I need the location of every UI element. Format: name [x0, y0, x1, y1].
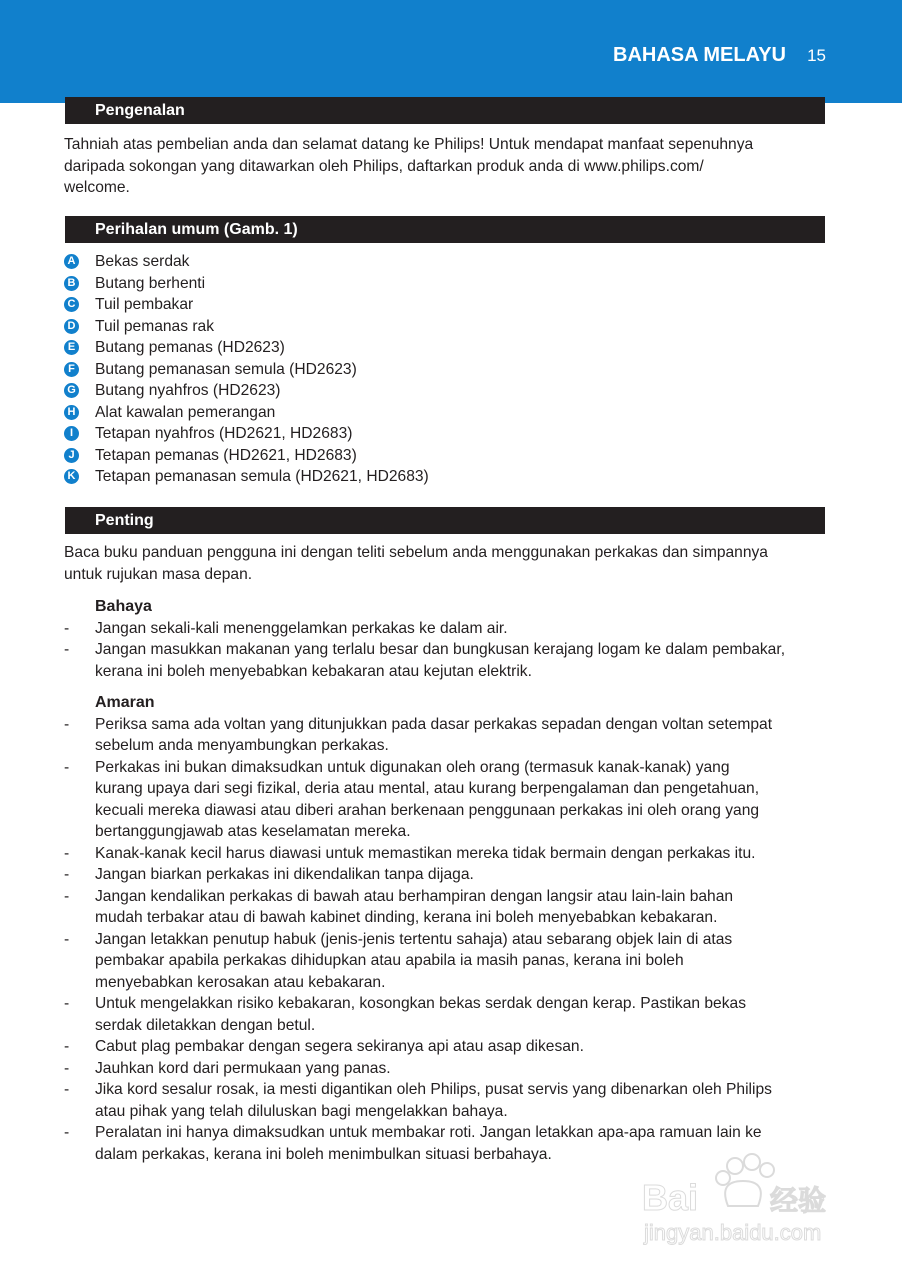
letter-badge-icon: E [64, 340, 79, 355]
bullet-item [64, 757, 834, 843]
bullet-line: Jangan letakkan penutup habuk (jenis-jenis tertentu sahaja) atau sebarang objek lain di atas [95, 930, 733, 948]
list-item [64, 251, 834, 273]
bullet-dash: - [64, 1059, 70, 1077]
svg-text:jingyan.baidu.com: jingyan.baidu.com [644, 1220, 822, 1245]
list-item-label: Butang pemanasan semula (HD2623) [95, 360, 357, 378]
bullet-line: kerana ini boleh menyebabkan kebakaran atau kejutan elektrik. [95, 662, 532, 680]
bullet-item [64, 843, 834, 865]
page-header [0, 0, 902, 103]
paragraph-line: Tahniah atas pembelian anda dan selamat datang ke Philips! Untuk mendapat manfaat sepenuhnya [64, 136, 754, 153]
bullet-text [95, 714, 772, 757]
important-content [64, 542, 834, 1165]
bullet-text [95, 886, 733, 929]
bullet-dash: - [64, 1124, 70, 1141]
bullet-line: kurang upaya dari segi fizikal, deria atau mental, atau kurang berpengalaman dan pengetahuan, [95, 780, 760, 797]
bullet-dash: - [64, 930, 70, 948]
section-heading-important: Penting [65, 507, 825, 534]
list-item [64, 402, 834, 424]
list-item-label: Tetapan nyahfros (HD2621, HD2683) [95, 425, 353, 442]
bullet-text [95, 757, 759, 843]
letter-badge-icon: B [64, 276, 79, 291]
bullet-line: Jika kord sesalur rosak, ia mesti digantikan oleh Philips, pusat servis yang dibenarkan oleh Philips [95, 1081, 772, 1098]
letter-badge-icon: K [64, 469, 79, 484]
list-item-label: Tetapan pemanas (HD2621, HD2683) [95, 446, 357, 464]
list-item [64, 359, 834, 381]
bullet-dash: - [64, 1038, 70, 1055]
letter-badge-icon: H [64, 405, 79, 420]
baidu-watermark-logo [640, 1148, 850, 1248]
bullet-text [95, 639, 785, 682]
bullet-line: mudah terbakar atau di bawah kabinet dinding, kerana ini boleh menyebabkan kebakaran. [95, 909, 718, 926]
paragraph-line: daripada sokongan yang ditawarkan oleh Philips, daftarkan produk anda di www.philips.com/ [64, 157, 704, 175]
list-item-label: Tuil pembakar [95, 296, 194, 313]
page-number: 15 [807, 46, 826, 65]
list-item [64, 423, 834, 445]
bullet-line: Kanak-kanak kecil harus diawasi untuk memastikan mereka tidak bermain dengan perkakas itu. [95, 844, 756, 862]
list-item-label: Alat kawalan pemerangan [95, 403, 276, 421]
svg-text:Bai: Bai [642, 1177, 699, 1218]
bullet-line: Jangan masukkan makanan yang terlalu besar dan bungkusan kerajang logam ke dalam pembakar, [95, 641, 786, 658]
paragraph-line: welcome. [64, 179, 130, 196]
bullet-line: Jangan sekali-kali menenggelamkan perkakas ke dalam air. [95, 619, 508, 637]
letter-badge-icon: D [64, 319, 79, 334]
letter-badge-icon: A [64, 254, 79, 269]
subheading-danger: Bahaya [95, 598, 152, 615]
letter-badge-icon: F [64, 362, 79, 377]
bullet-line: sebelum anda menyambungkan perkakas. [95, 737, 389, 754]
svg-text:经验: 经验 [770, 1184, 827, 1217]
bullet-text [95, 1058, 391, 1080]
list-item-label: Butang pemanas (HD2623) [95, 339, 285, 356]
bullet-dash: - [64, 758, 70, 776]
bullet-text [95, 843, 755, 865]
bullet-item [64, 1079, 834, 1122]
bullet-dash: - [64, 715, 70, 733]
list-item-label: Tetapan pemanasan semula (HD2621, HD2683) [95, 468, 429, 485]
bullet-dash: - [64, 866, 70, 883]
letter-badge-icon: G [64, 383, 79, 398]
paragraph-line: untuk rujukan masa depan. [64, 565, 253, 583]
list-item-label: Butang berhenti [95, 274, 206, 292]
bullet-line: Perkakas ini bukan dimaksudkan untuk digunakan oleh orang (termasuk kanak-kanak) yang [95, 758, 730, 776]
bullet-line: Jauhkan kord dari permukaan yang panas. [95, 1059, 391, 1077]
bullet-line: menyebabkan kerosakan atau kebakaran. [95, 973, 386, 991]
intro-paragraph [64, 134, 834, 199]
paragraph-line: Baca buku panduan pengguna ini dengan teliti sebelum anda menggunakan perkakas dan simpannya [64, 544, 768, 561]
bullet-item [64, 1058, 834, 1080]
letter-badge-icon: I [64, 426, 79, 441]
list-item [64, 380, 834, 402]
bullet-dash: - [64, 1081, 70, 1098]
list-item [64, 466, 834, 488]
list-item [64, 294, 834, 316]
list-item-label: Butang nyahfros (HD2623) [95, 382, 281, 399]
bullet-line: pembakar apabila perkakas dihidupkan atau apabila ia masih panas, kerana ini boleh [95, 952, 684, 969]
bullet-item [64, 864, 834, 886]
list-item [64, 337, 834, 359]
section-heading-general: Perihalan umum (Gamb. 1) [65, 216, 825, 243]
list-item [64, 273, 834, 295]
bullet-dash: - [64, 995, 70, 1012]
bullet-item [64, 639, 834, 682]
bullet-line: Periksa sama ada voltan yang ditunjukkan pada dasar perkakas sepadan dengan voltan setempat [95, 715, 773, 733]
bullet-line: dalam perkakas, kerana ini boleh menimbulkan situasi berbahaya. [95, 1145, 552, 1163]
list-item [64, 445, 834, 467]
bullet-item [64, 993, 834, 1036]
bullet-item [64, 886, 834, 929]
bullet-item [64, 1036, 834, 1058]
letter-badge-icon: J [64, 448, 79, 463]
section-heading-intro: Pengenalan [65, 97, 825, 124]
bullet-dash: - [64, 844, 70, 862]
bullet-line: Jangan biarkan perkakas ini dikendalikan tanpa dijaga. [95, 866, 474, 883]
bullet-text [95, 993, 746, 1036]
bullet-line: Peralatan ini hanya dimaksudkan untuk membakar roti. Jangan letakkan apa-apa ramuan lain ke [95, 1124, 762, 1141]
bullet-line: bertanggungjawab atas keselamatan mereka. [95, 823, 411, 840]
parts-list [64, 251, 834, 488]
bullet-text [95, 1036, 584, 1058]
bullet-item [64, 929, 834, 994]
list-item-label: Tuil pemanas rak [95, 317, 215, 335]
subheading-warning: Amaran [95, 694, 155, 711]
bullet-line: Cabut plag pembakar dengan segera sekiranya api atau asap dikesan. [95, 1038, 584, 1055]
bullet-text [95, 618, 508, 640]
bullet-item [64, 618, 834, 640]
bullet-line: Jangan kendalikan perkakas di bawah atau berhampiran dengan langsir atau lain-lain bahan [95, 887, 734, 905]
bullet-line: Untuk mengelakkan risiko kebakaran, kosongkan bekas serdak dengan kerap. Pastikan bekas [95, 995, 746, 1012]
bullet-line: kecuali mereka diawasi atau diberi arahan berkenaan penggunaan perkakas ini oleh orang yang [95, 801, 760, 819]
list-item [64, 316, 834, 338]
bullet-dash: - [64, 641, 70, 658]
bullet-dash: - [64, 887, 70, 905]
bullet-line: atau pihak yang telah diluluskan bagi mengelakkan bahaya. [95, 1102, 508, 1120]
list-item-label: Bekas serdak [95, 253, 190, 270]
bullet-dash: - [64, 619, 70, 637]
bullet-text [95, 1079, 772, 1122]
language-title: BAHASA MELAYU [613, 44, 786, 66]
bullet-text [95, 929, 732, 994]
bullet-item [64, 714, 834, 757]
bullet-line: serdak diletakkan dengan betul. [95, 1016, 316, 1034]
bullet-text [95, 864, 474, 886]
letter-badge-icon: C [64, 297, 79, 312]
